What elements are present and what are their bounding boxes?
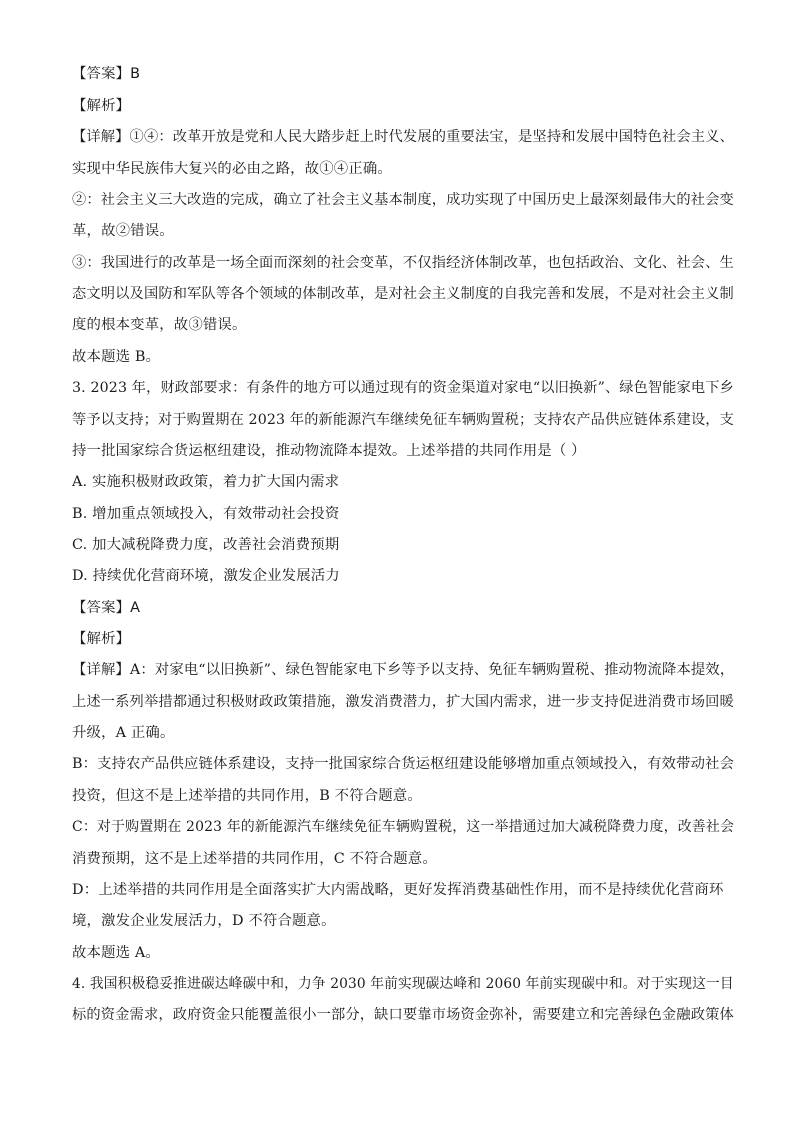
text-line: 【详解】①④：改革开放是党和人民大踏步赶上时代发展的重要法宝，是坚持和发展中国特色社会主义、 xyxy=(72,129,734,145)
text-line: 态文明以及国防和军队等各个领域的体制改革，是对社会主义制度的自我完善和发展，不是对社会主义制 xyxy=(72,286,734,302)
conclusion-line: 故本题选 B。 xyxy=(72,349,161,365)
analysis-label: 【解析】 xyxy=(72,631,131,647)
analysis-label: 【解析】 xyxy=(72,98,131,114)
text-line: D：上述举措的共同作用是全面落实扩大内需战略，更好发挥消费基础性作用，而不是持续优化营商环 xyxy=(72,882,724,898)
answer-label: 【答案】B xyxy=(72,66,141,82)
text-line: 实现中华民族伟大复兴的必由之路，故①④正确。 xyxy=(72,161,392,177)
text-line: 上述一系列举措都通过积极财政政策措施，激发消费潜力，扩大国内需求，进一步支持促进消费市场回暖 xyxy=(72,694,734,710)
text-line: 投资，但这不是上述举措的共同作用，B 不符合题意。 xyxy=(72,788,422,804)
conclusion-line: 故本题选 A。 xyxy=(72,945,160,961)
text-line: 度的根本变革，故③错误。 xyxy=(72,317,247,333)
question-3-line: 3. 2023 年，财政部要求：有条件的地方可以通过现有的资金渠道对家电“以旧换新”、绿色智能家电下乡 xyxy=(72,380,734,396)
question-4-line: 4. 我国积极稳妥推进碳达峰碳中和，力争 2030 年前实现碳达峰和 2060 年前实现碳中和。对于实现这一目 xyxy=(72,976,734,992)
text-line: B：支持农产品供应链体系建设，支持一批国家综合货运枢纽建设能够增加重点领域投入，有效带动社会 xyxy=(72,756,735,772)
text-line: ③：我国进行的改革是一场全面而深刻的社会变革，不仅指经济体制改革，也包括政治、文化、社会、生 xyxy=(72,255,734,271)
text-line: 升级，A 正确。 xyxy=(72,725,175,741)
option-b: B. 增加重点领域投入，有效带动社会投资 xyxy=(72,506,340,522)
option-c: C. 加大减税降费力度，改善社会消费预期 xyxy=(72,537,340,553)
question-3-line: 持一批国家综合货运枢纽建设，推动物流降本提效。上述举措的共同作用是（ ） xyxy=(72,443,586,459)
text-line: ②：社会主义三大改造的完成，确立了社会主义基本制度，成功实现了中国历史上最深刻最伟大的社会变 xyxy=(72,192,734,208)
text-line: 【详解】A：对家电“以旧换新”、绿色智能家电下乡等予以支持、免征车辆购置税、推动物流降本提效， xyxy=(72,662,735,678)
text-line: 境，激发企业发展活力，D 不符合题意。 xyxy=(72,913,336,929)
option-d: D. 持续优化营商环境，激发企业发展活力 xyxy=(72,568,340,584)
answer-label: 【答案】A xyxy=(72,600,141,616)
text-line: C：对于购置期在 2023 年的新能源汽车继续免征车辆购置税，这一举措通过加大减税降费力度，改善社会 xyxy=(72,819,735,835)
text-line: 消费预期，这不是上述举措的共同作用，C 不符合题意。 xyxy=(72,851,437,867)
option-a: A. 实施积极财政政策，着力扩大国内需求 xyxy=(72,474,340,490)
question-3-line: 等予以支持；对于购置期在 2023 年的新能源汽车继续免征车辆购置税；支持农产品供应链体系建设，支 xyxy=(72,412,734,428)
text-line: 革，故②错误。 xyxy=(72,223,174,239)
question-4-line: 标的资金需求，政府资金只能覆盖很小一部分，缺口要靠市场资金弥补，需要建立和完善绿色金融政策体 xyxy=(72,1007,734,1023)
